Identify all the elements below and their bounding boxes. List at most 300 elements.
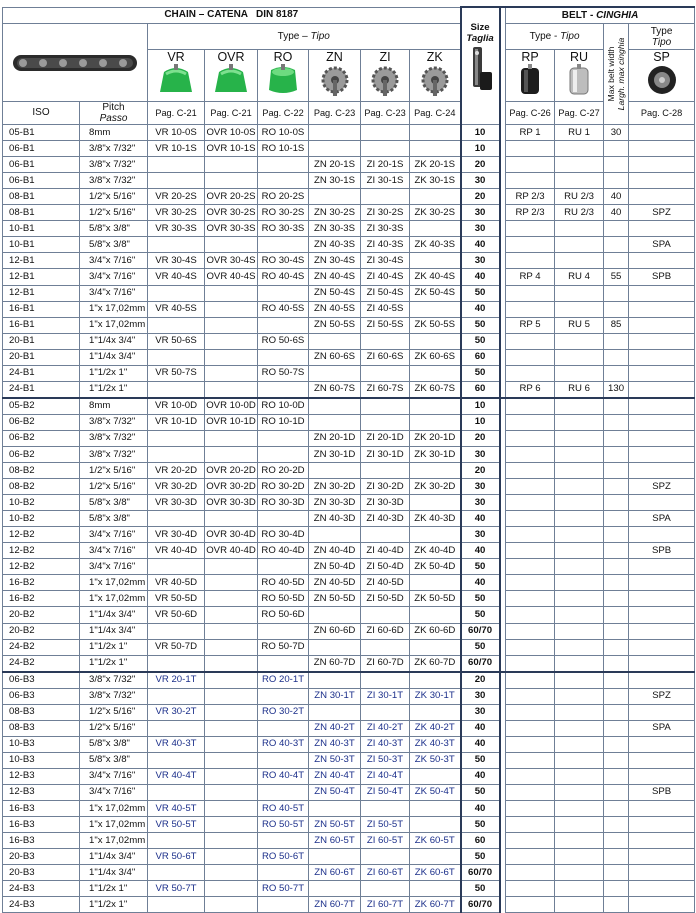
cell-ru xyxy=(555,672,604,689)
cell-zn xyxy=(309,333,361,349)
cell-zn: ZN 50-5T xyxy=(309,817,361,833)
cell-zi: ZI 50-5T xyxy=(361,817,410,833)
cell-vr: VR 50-5T xyxy=(148,817,205,833)
cell-ro: RO 50-5T xyxy=(258,817,309,833)
cell-ru: RU 2/3 xyxy=(555,205,604,221)
cell-ro: RO 30-2T xyxy=(258,704,309,720)
cell-ru xyxy=(555,801,604,817)
cell-sp xyxy=(629,591,695,607)
cell-ru xyxy=(555,623,604,639)
cell-maxwidth xyxy=(604,349,629,365)
sp-type-header xyxy=(629,24,695,50)
cell-ru xyxy=(555,736,604,752)
cell-maxwidth xyxy=(604,141,629,157)
cell-iso: 16-B2 xyxy=(3,575,80,591)
cell-pitch: 1/2"x 5/16" xyxy=(80,704,148,720)
cell-zi: ZI 50-5S xyxy=(361,317,410,333)
cell-iso: 08-B3 xyxy=(3,720,80,736)
cell-sp xyxy=(629,768,695,784)
cell-zi: ZI 30-1D xyxy=(361,446,410,462)
cell-sp xyxy=(629,446,695,462)
cell-ru xyxy=(555,720,604,736)
cell-ovr: OVR 30-3S xyxy=(205,221,258,237)
cell-ru xyxy=(555,527,604,543)
cell-maxwidth xyxy=(604,495,629,511)
roller-icon xyxy=(515,64,545,96)
cell-zi xyxy=(361,849,410,865)
cell-vr xyxy=(148,688,205,704)
cell-ovr xyxy=(205,607,258,623)
cell-size: 50 xyxy=(461,559,500,575)
cell-sp xyxy=(629,752,695,768)
cell-rp xyxy=(506,720,555,736)
cell-rp xyxy=(506,784,555,800)
cell-maxwidth xyxy=(604,543,629,559)
cell-iso: 24-B1 xyxy=(3,365,80,381)
table-row xyxy=(3,527,695,543)
cell-vr: VR 50-6S xyxy=(148,333,205,349)
cell-iso: 12-B1 xyxy=(3,285,80,301)
cell-ovr xyxy=(205,157,258,173)
cell-vr: VR 30-3S xyxy=(148,221,205,237)
cell-iso: 16-B1 xyxy=(3,317,80,333)
cell-ru xyxy=(555,301,604,317)
table-row xyxy=(3,333,695,349)
cell-zk: ZK 50-5D xyxy=(410,591,461,607)
cell-zi: ZI 40-4D xyxy=(361,543,410,559)
cell-zi: ZI 30-1S xyxy=(361,173,410,189)
cell-maxwidth: 85 xyxy=(604,317,629,333)
cell-rp: RP 2/3 xyxy=(506,205,555,221)
cell-zn: ZN 50-5S xyxy=(309,317,361,333)
cell-zk xyxy=(410,639,461,655)
cell-ro: RO 40-4S xyxy=(258,269,309,285)
vr-header xyxy=(148,50,205,102)
cell-size: 60/70 xyxy=(461,623,500,639)
cell-vr xyxy=(148,317,205,333)
sp-type-label-it: Tipo xyxy=(651,36,672,48)
cell-ovr xyxy=(205,173,258,189)
cell-ro: RO 40-3T xyxy=(258,736,309,752)
chain-belt-table xyxy=(2,6,695,913)
table-row xyxy=(3,801,695,817)
cell-sp xyxy=(629,881,695,897)
cell-zi xyxy=(361,398,410,415)
table-row xyxy=(3,446,695,462)
cell-ru xyxy=(555,479,604,495)
cell-size: 60/70 xyxy=(461,865,500,881)
cell-iso: 24-B1 xyxy=(3,381,80,398)
rp-page: Pag. C-26 xyxy=(506,102,555,125)
cell-maxwidth xyxy=(604,301,629,317)
cell-zn xyxy=(309,189,361,205)
cell-maxwidth xyxy=(604,655,629,672)
cell-zk: ZK 50-4S xyxy=(410,285,461,301)
cell-zk: ZK 50-3T xyxy=(410,752,461,768)
rp-code: RP xyxy=(521,50,539,65)
chain-type-label: Type – xyxy=(277,30,311,42)
table-row xyxy=(3,639,695,655)
cell-pitch: 3/4"x 7/16" xyxy=(80,784,148,800)
cell-zi: ZI 40-4T xyxy=(361,768,410,784)
cell-pitch: 1/2"x 5/16" xyxy=(80,463,148,479)
cell-pitch: 1"1/2x 1" xyxy=(80,639,148,655)
cell-sp xyxy=(629,559,695,575)
cell-ru xyxy=(555,768,604,784)
cell-ovr: OVR 30-2S xyxy=(205,205,258,221)
bracket-icon xyxy=(463,44,497,96)
cell-ru xyxy=(555,463,604,479)
cell-size: 30 xyxy=(461,221,500,237)
cell-vr xyxy=(148,285,205,301)
cell-ovr xyxy=(205,768,258,784)
cell-maxwidth xyxy=(604,527,629,543)
maxwidth-header xyxy=(604,24,629,125)
cell-ru xyxy=(555,446,604,462)
zn-page: Pag. C-23 xyxy=(309,102,361,125)
cell-sp xyxy=(629,189,695,205)
cell-zi: ZI 30-3S xyxy=(361,221,410,237)
cell-ovr xyxy=(205,381,258,398)
cell-zi xyxy=(361,141,410,157)
iso-label: ISO xyxy=(32,107,50,119)
cell-ru: RU 2/3 xyxy=(555,189,604,205)
cell-ru xyxy=(555,141,604,157)
cell-pitch: 1"x 17,02mm xyxy=(80,301,148,317)
cell-pitch: 3/8"x 7/32" xyxy=(80,173,148,189)
cell-pitch: 5/8"x 3/8" xyxy=(80,495,148,511)
cell-pitch: 8mm xyxy=(80,125,148,141)
cell-ro xyxy=(258,897,309,913)
cell-ro: RO 10-0D xyxy=(258,398,309,415)
cell-maxwidth xyxy=(604,414,629,430)
cell-size: 50 xyxy=(461,607,500,623)
cell-zi xyxy=(361,125,410,141)
cell-pitch: 5/8"x 3/8" xyxy=(80,221,148,237)
cell-maxwidth xyxy=(604,591,629,607)
cell-ro: RO 30-3D xyxy=(258,495,309,511)
table-row xyxy=(3,495,695,511)
cell-ro: RO 40-4D xyxy=(258,543,309,559)
zi-code: ZI xyxy=(379,50,391,65)
cell-ro: RO 30-2D xyxy=(258,479,309,495)
tensioner-green-icon xyxy=(263,64,303,96)
cell-pitch: 1"x 17,02mm xyxy=(80,591,148,607)
cell-ovr xyxy=(205,897,258,913)
cell-rp xyxy=(506,607,555,623)
cell-rp xyxy=(506,639,555,655)
belt-title-it: CINGHIA xyxy=(596,9,639,21)
table-row xyxy=(3,173,695,189)
cell-ro xyxy=(258,559,309,575)
table-row xyxy=(3,349,695,365)
chain-image-cell xyxy=(3,24,148,102)
cell-iso: 24-B2 xyxy=(3,639,80,655)
cell-ovr xyxy=(205,849,258,865)
cell-iso: 16-B3 xyxy=(3,817,80,833)
cell-maxwidth xyxy=(604,784,629,800)
cell-sp xyxy=(629,333,695,349)
cell-zn: ZN 30-1T xyxy=(309,688,361,704)
cell-sp xyxy=(629,623,695,639)
cell-rp: RP 2/3 xyxy=(506,189,555,205)
cell-maxwidth xyxy=(604,365,629,381)
cell-size: 40 xyxy=(461,720,500,736)
cell-zk: ZK 30-2D xyxy=(410,479,461,495)
cell-size: 40 xyxy=(461,736,500,752)
cell-sp xyxy=(629,381,695,398)
belt-title-text: BELT - xyxy=(561,9,597,21)
cell-zi xyxy=(361,639,410,655)
cell-zk: ZK 30-1S xyxy=(410,173,461,189)
cell-sp xyxy=(629,495,695,511)
table-row xyxy=(3,381,695,398)
cell-sp xyxy=(629,463,695,479)
cell-zk xyxy=(410,365,461,381)
cell-pitch: 3/4"x 7/16" xyxy=(80,559,148,575)
cell-size: 30 xyxy=(461,495,500,511)
cell-sp xyxy=(629,414,695,430)
cell-sp xyxy=(629,607,695,623)
zi-header xyxy=(361,50,410,102)
cell-zk: ZK 50-5S xyxy=(410,317,461,333)
cell-vr: VR 40-5D xyxy=(148,575,205,591)
cell-ovr: OVR 20-2D xyxy=(205,463,258,479)
cell-vr xyxy=(148,237,205,253)
table-row xyxy=(3,768,695,784)
cell-maxwidth xyxy=(604,865,629,881)
cell-maxwidth xyxy=(604,285,629,301)
cell-sp xyxy=(629,349,695,365)
cell-sp xyxy=(629,849,695,865)
cell-maxwidth xyxy=(604,768,629,784)
cell-rp xyxy=(506,559,555,575)
cell-zk: ZK 40-4S xyxy=(410,269,461,285)
cell-pitch: 1"x 17,02mm xyxy=(80,801,148,817)
cell-ro xyxy=(258,157,309,173)
cell-iso: 16-B3 xyxy=(3,801,80,817)
cell-zk: ZK 40-3D xyxy=(410,511,461,527)
cell-ro: RO 40-5T xyxy=(258,801,309,817)
ru-header xyxy=(555,50,604,102)
cell-rp xyxy=(506,398,555,415)
cell-maxwidth xyxy=(604,817,629,833)
cell-sp: SPB xyxy=(629,269,695,285)
sp-header xyxy=(629,50,695,102)
cell-size: 50 xyxy=(461,285,500,301)
table-row xyxy=(3,157,695,173)
table-row xyxy=(3,881,695,897)
cell-zk xyxy=(410,221,461,237)
cell-ro: RO 40-5D xyxy=(258,575,309,591)
cell-vr: VR 40-5S xyxy=(148,301,205,317)
cell-rp xyxy=(506,237,555,253)
table-row xyxy=(3,784,695,800)
cell-maxwidth xyxy=(604,511,629,527)
cell-zk: ZK 20-1D xyxy=(410,430,461,446)
cell-iso: 06-B3 xyxy=(3,688,80,704)
pitch-header xyxy=(80,102,148,125)
cell-sp xyxy=(629,398,695,415)
pitch-label: Pitch xyxy=(102,102,125,114)
cell-ro: RO 10-1S xyxy=(258,141,309,157)
cell-zi xyxy=(361,607,410,623)
cell-rp: RP 6 xyxy=(506,381,555,398)
cell-sp: SPZ xyxy=(629,688,695,704)
cell-pitch: 8mm xyxy=(80,398,148,415)
cell-ro: RO 30-3S xyxy=(258,221,309,237)
belt-type-header xyxy=(506,24,604,50)
cell-zk: ZK 30-1T xyxy=(410,688,461,704)
cell-vr xyxy=(148,157,205,173)
sprocket-icon xyxy=(418,64,452,96)
cell-ro: RO 20-2S xyxy=(258,189,309,205)
cell-ro: RO 30-4S xyxy=(258,253,309,269)
cell-iso: 08-B1 xyxy=(3,205,80,221)
cell-rp xyxy=(506,849,555,865)
cell-sp xyxy=(629,365,695,381)
cell-zn xyxy=(309,639,361,655)
cell-maxwidth xyxy=(604,720,629,736)
cell-ro: RO 50-7D xyxy=(258,639,309,655)
cell-pitch: 1"1/4x 3/4" xyxy=(80,623,148,639)
cell-rp xyxy=(506,623,555,639)
cell-vr xyxy=(148,897,205,913)
cell-zk xyxy=(410,849,461,865)
cell-sp xyxy=(629,704,695,720)
cell-ru xyxy=(555,414,604,430)
cell-ro: RO 20-2D xyxy=(258,463,309,479)
cell-size: 30 xyxy=(461,479,500,495)
cell-zi: ZI 50-4T xyxy=(361,784,410,800)
cell-size: 10 xyxy=(461,398,500,415)
table-row xyxy=(3,688,695,704)
cell-zn: ZN 40-3D xyxy=(309,511,361,527)
cell-zn: ZN 50-4S xyxy=(309,285,361,301)
cell-ru: RU 6 xyxy=(555,381,604,398)
cell-sp: SPA xyxy=(629,237,695,253)
cell-ru xyxy=(555,752,604,768)
cell-ovr xyxy=(205,752,258,768)
cell-maxwidth xyxy=(604,333,629,349)
cell-size: 40 xyxy=(461,301,500,317)
cell-maxwidth xyxy=(604,446,629,462)
cell-ovr xyxy=(205,237,258,253)
cell-zk xyxy=(410,495,461,511)
cell-rp xyxy=(506,801,555,817)
cell-zn: ZN 40-2T xyxy=(309,720,361,736)
cell-zn: ZN 40-4D xyxy=(309,543,361,559)
cell-size: 20 xyxy=(461,463,500,479)
rp-header xyxy=(506,50,555,102)
cell-rp xyxy=(506,543,555,559)
cell-sp xyxy=(629,157,695,173)
cell-iso: 08-B1 xyxy=(3,189,80,205)
cell-zk xyxy=(410,607,461,623)
cell-rp xyxy=(506,833,555,849)
ro-code: RO xyxy=(273,50,293,65)
cell-sp: SPB xyxy=(629,784,695,800)
cell-zi xyxy=(361,365,410,381)
cell-sp xyxy=(629,221,695,237)
cell-zn: ZN 60-6D xyxy=(309,623,361,639)
cell-iso: 10-B1 xyxy=(3,237,80,253)
cell-zk xyxy=(410,463,461,479)
cell-sp xyxy=(629,317,695,333)
cell-ro xyxy=(258,784,309,800)
cell-zi xyxy=(361,881,410,897)
cell-ro: RO 20-1T xyxy=(258,672,309,689)
cell-ovr xyxy=(205,446,258,462)
table-row xyxy=(3,575,695,591)
zn-code: ZN xyxy=(326,50,343,65)
cell-iso: 08-B2 xyxy=(3,463,80,479)
cell-rp xyxy=(506,881,555,897)
cell-vr: VR 10-0D xyxy=(148,398,205,415)
cell-iso: 20-B3 xyxy=(3,865,80,881)
cell-ovr: OVR 40-4D xyxy=(205,543,258,559)
cell-ro xyxy=(258,173,309,189)
cell-size: 30 xyxy=(461,253,500,269)
cell-zk xyxy=(410,301,461,317)
cell-iso: 12-B3 xyxy=(3,784,80,800)
cell-iso: 06-B1 xyxy=(3,141,80,157)
cell-vr xyxy=(148,865,205,881)
cell-zn xyxy=(309,801,361,817)
cell-ro xyxy=(258,865,309,881)
cell-ovr xyxy=(205,865,258,881)
cell-pitch: 3/8"x 7/32" xyxy=(80,414,148,430)
cell-ru xyxy=(555,865,604,881)
cell-vr xyxy=(148,623,205,639)
cell-zn xyxy=(309,881,361,897)
cell-zi: ZI 40-2T xyxy=(361,720,410,736)
cell-zn: ZN 50-5D xyxy=(309,591,361,607)
cell-zk: ZK 60-6D xyxy=(410,623,461,639)
cell-sp xyxy=(629,125,695,141)
cell-sp xyxy=(629,285,695,301)
cell-rp xyxy=(506,688,555,704)
cell-size: 40 xyxy=(461,768,500,784)
cell-zi: ZI 30-2S xyxy=(361,205,410,221)
cell-pitch: 3/4"x 7/16" xyxy=(80,527,148,543)
cell-maxwidth xyxy=(604,575,629,591)
cell-size: 40 xyxy=(461,269,500,285)
cell-size: 30 xyxy=(461,688,500,704)
cell-ro xyxy=(258,317,309,333)
cell-ru xyxy=(555,607,604,623)
cell-ru xyxy=(555,157,604,173)
cell-maxwidth xyxy=(604,704,629,720)
cell-vr xyxy=(148,559,205,575)
zk-header xyxy=(410,50,461,102)
cell-zi: ZI 60-6T xyxy=(361,865,410,881)
cell-iso: 10-B2 xyxy=(3,511,80,527)
cell-vr xyxy=(148,752,205,768)
cell-zk: ZK 30-1D xyxy=(410,446,461,462)
cell-ru xyxy=(555,897,604,913)
cell-zk: ZK 50-4T xyxy=(410,784,461,800)
cell-zn: ZN 40-5S xyxy=(309,301,361,317)
size-label: Size xyxy=(470,22,490,33)
table-row xyxy=(3,365,695,381)
cell-zi: ZI 50-4S xyxy=(361,285,410,301)
cell-pitch: 3/8"x 7/32" xyxy=(80,688,148,704)
cell-zk: ZK 50-4D xyxy=(410,559,461,575)
cell-size: 50 xyxy=(461,849,500,865)
cell-sp: SPZ xyxy=(629,205,695,221)
cell-iso: 20-B1 xyxy=(3,333,80,349)
